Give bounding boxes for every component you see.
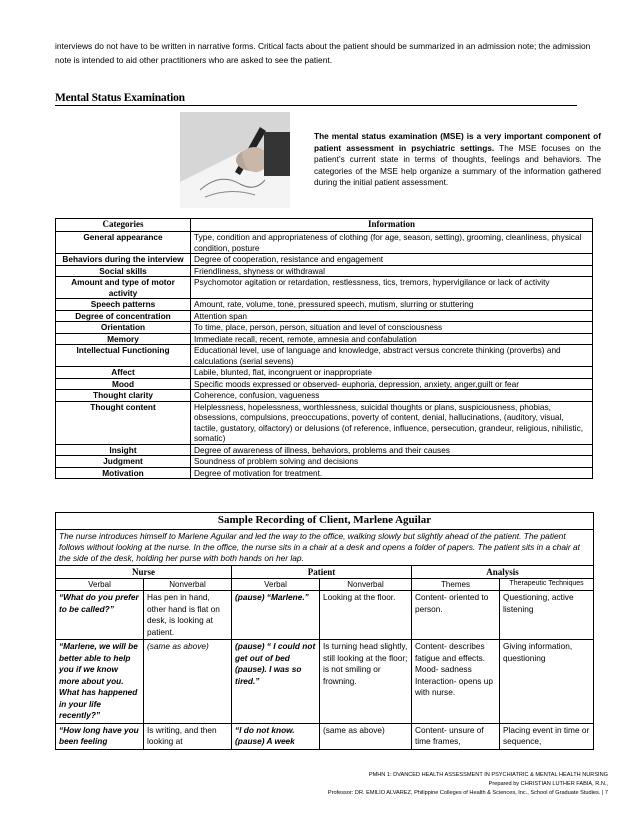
table-row: [56, 401, 593, 444]
patient-verbal-cell: (pause) “Marlene.”: [232, 591, 320, 640]
table-header-row: [56, 219, 593, 232]
nurse-verbal-cell: “What do you prefer to be called?”: [56, 591, 144, 640]
patient-nonverbal-cell: Looking at the floor.: [320, 591, 412, 640]
nurse-verbal-header: Verbal: [56, 579, 144, 591]
info-cell: Degree of awareness of illness, behaviors, problems and their causes: [191, 444, 593, 456]
information-header: Information: [191, 219, 593, 232]
footer-author: Prepared by CHRISTIAN LUTHER FABIA, R.N.,: [488, 781, 608, 787]
info-cell: Degree of motivation for treatment.: [191, 467, 593, 479]
intro-paragraph: interviews do not have to be written in narrative forms. Critical facts about the patient should be summarized in an admission note; the admission note is intended to aid other practitioners who are asked to see the patient.: [55, 41, 591, 65]
nurse-verbal-cell: “How long have you been feeling: [56, 723, 144, 749]
info-cell: Friendliness, shyness or withdrawal: [191, 265, 593, 277]
category-cell: Amount and type of motor activity: [56, 277, 191, 299]
page-footer: [188, 771, 608, 798]
table-row: [56, 467, 593, 479]
category-cell: Motivation: [56, 467, 191, 479]
recording-title: Sample Recording of Client, Marlene Aguilar: [56, 513, 594, 530]
table-row: [56, 277, 593, 299]
techniques-cell: Giving information, questioning: [500, 640, 594, 724]
category-cell: Intellectual Functioning: [56, 345, 191, 367]
techniques-cell: Questioning, active listening: [500, 591, 594, 640]
patient-nonverbal-cell: (same as above): [320, 723, 412, 749]
nurse-group-header: Nurse: [56, 566, 232, 579]
group-header-row: [56, 566, 594, 579]
themes-header: Themes: [412, 579, 500, 591]
table-row: [56, 367, 593, 379]
table-row: [56, 345, 593, 367]
info-cell: Attention span: [191, 310, 593, 322]
table-row: [56, 232, 593, 254]
category-cell: Thought clarity: [56, 390, 191, 402]
categories-header: Categories: [56, 219, 191, 232]
table-row: [56, 591, 594, 640]
footer-course: PMHN 1: DVANCED HEALTH ASSESSMENT IN PSYCHIATRIC & MENTAL HEALTH NURSING: [368, 772, 608, 778]
table-row: [56, 310, 593, 322]
category-cell: Social skills: [56, 265, 191, 277]
mse-description-bold: The mental status examination (MSE) is a very important component of patient assessment in psychiatric settings.: [314, 131, 601, 153]
table-row: [56, 640, 594, 724]
category-cell: Judgment: [56, 456, 191, 468]
category-cell: Memory: [56, 333, 191, 345]
recording-intro: The nurse introduces himself to Marlene Aguilar and led the way to the office, walking slowly but slightly ahead of the patient. The patient follows without looking at the nurse. In the office, the nurse sits in a chair at a desk and opens a folder of papers. The patient sits in a chair at the side of the desk, holding her purse with both hands on her lap.: [56, 530, 594, 566]
table-row: [56, 254, 593, 266]
writing-hand-image: [180, 112, 290, 208]
table-row: [56, 723, 594, 749]
category-cell: Affect: [56, 367, 191, 379]
info-cell: Amount, rate, volume, tone, pressured speech, mutism, slurring or stuttering: [191, 299, 593, 311]
category-cell: Insight: [56, 444, 191, 456]
nurse-verbal-cell: “Marlene, we will be better able to help you if we know more about you. What has happened in your life recently?”: [56, 640, 144, 724]
recording-title-row: [56, 513, 594, 530]
info-cell: Psychomotor agitation or retardation, restlessness, tics, tremors, hypervigilance or lack of activity: [191, 277, 593, 299]
category-cell: Orientation: [56, 322, 191, 334]
table-row: [56, 333, 593, 345]
table-row: [56, 444, 593, 456]
patient-verbal-cell: “I do not know. (pause) A week: [232, 723, 320, 749]
themes-cell: Content- describes fatigue and effects. Mood- sadness Interaction- opens up with nurse.: [412, 640, 500, 724]
table-row: [56, 299, 593, 311]
category-cell: Thought content: [56, 401, 191, 444]
table-row: [56, 456, 593, 468]
nurse-nonverbal-cell: Is writing, and then looking at: [144, 723, 232, 749]
category-cell: Speech patterns: [56, 299, 191, 311]
patient-group-header: Patient: [232, 566, 412, 579]
info-cell: Educational level, use of language and knowledge, abstract versus concrete thinking (proverbs) and calculations (serial sevens): [191, 345, 593, 367]
category-cell: Mood: [56, 378, 191, 390]
mse-description-text: The MSE focuses on the patient’s current state in terms of thoughts, feelings and behaviors. The categories of the MSE help organize a summary of the information gathered during the initial patient assessment.: [314, 142, 601, 187]
writing-hand-photo: [180, 112, 290, 208]
info-cell: Immediate recall, recent, remote, amnesia and confabulation: [191, 333, 593, 345]
patient-nonverbal-cell: Is turning head slightly, still looking at the floor; is not smiling or frowning.: [320, 640, 412, 724]
nurse-nonverbal-cell: Has pen in hand, other hand is flat on desk, is looking at patient.: [144, 591, 232, 640]
patient-nonverbal-header: Nonverbal: [320, 579, 412, 591]
table-row: [56, 322, 593, 334]
therapeutic-techniques-header: Therapeutic Techniques: [500, 579, 594, 591]
table-row: [56, 378, 593, 390]
info-cell: Type, condition and appropriateness of clothing (for age, season, setting), grooming, cleanliness, physical condition, posture: [191, 232, 593, 254]
analysis-group-header: Analysis: [412, 566, 594, 579]
footer-professor: Professor: DR. EMILIO ALVAREZ, Philippine Colleges of Health & Sciences, Inc., School of Graduate Studies. | 7: [327, 790, 608, 796]
info-cell: To time, place, person, person, situation and level of consciousness: [191, 322, 593, 334]
info-cell: Soundness of problem solving and decisions: [191, 456, 593, 468]
info-cell: Helplessness, hopelessness, worthlessness, suicidal thoughts or plans, suspiciousness, phobias, obsessions, compulsions, preoccupations, poverty of content, denial, hallucinations, (auditory, visual, tactile, gustatory, olfactory) or delusions (of reference, influence, persecution, grandeur, religious, nihilistic, somatic): [191, 401, 593, 444]
mse-description: [314, 131, 601, 189]
sub-header-row: [56, 579, 594, 591]
category-cell: Degree of concentration: [56, 310, 191, 322]
nurse-nonverbal-header: Nonverbal: [144, 579, 232, 591]
table-row: [56, 390, 593, 402]
mse-categories-table: [55, 218, 593, 479]
themes-cell: Content- oriented to person.: [412, 591, 500, 640]
sample-recording-table: [55, 512, 594, 750]
info-cell: Coherence, confusion, vagueness: [191, 390, 593, 402]
category-cell: General appearance: [56, 232, 191, 254]
nurse-nonverbal-cell: (same as above): [144, 640, 232, 724]
category-cell: Behaviors during the interview: [56, 254, 191, 266]
info-cell: Labile, blunted, flat, incongruent or inappropriate: [191, 367, 593, 379]
info-cell: Specific moods expressed or observed- euphoria, depression, anxiety, anger,guilt or fear: [191, 378, 593, 390]
patient-verbal-cell: (pause) “ I could not get out of bed (pause). I was so tired.”: [232, 640, 320, 724]
patient-verbal-header: Verbal: [232, 579, 320, 591]
techniques-cell: Placing event in time or sequence,: [500, 723, 594, 749]
info-cell: Degree of cooperation, resistance and engagement: [191, 254, 593, 266]
mse-section-heading: Mental Status Examination: [55, 92, 577, 106]
table-row: [56, 265, 593, 277]
recording-intro-row: [56, 530, 594, 566]
themes-cell: Content- unsure of time frames,: [412, 723, 500, 749]
